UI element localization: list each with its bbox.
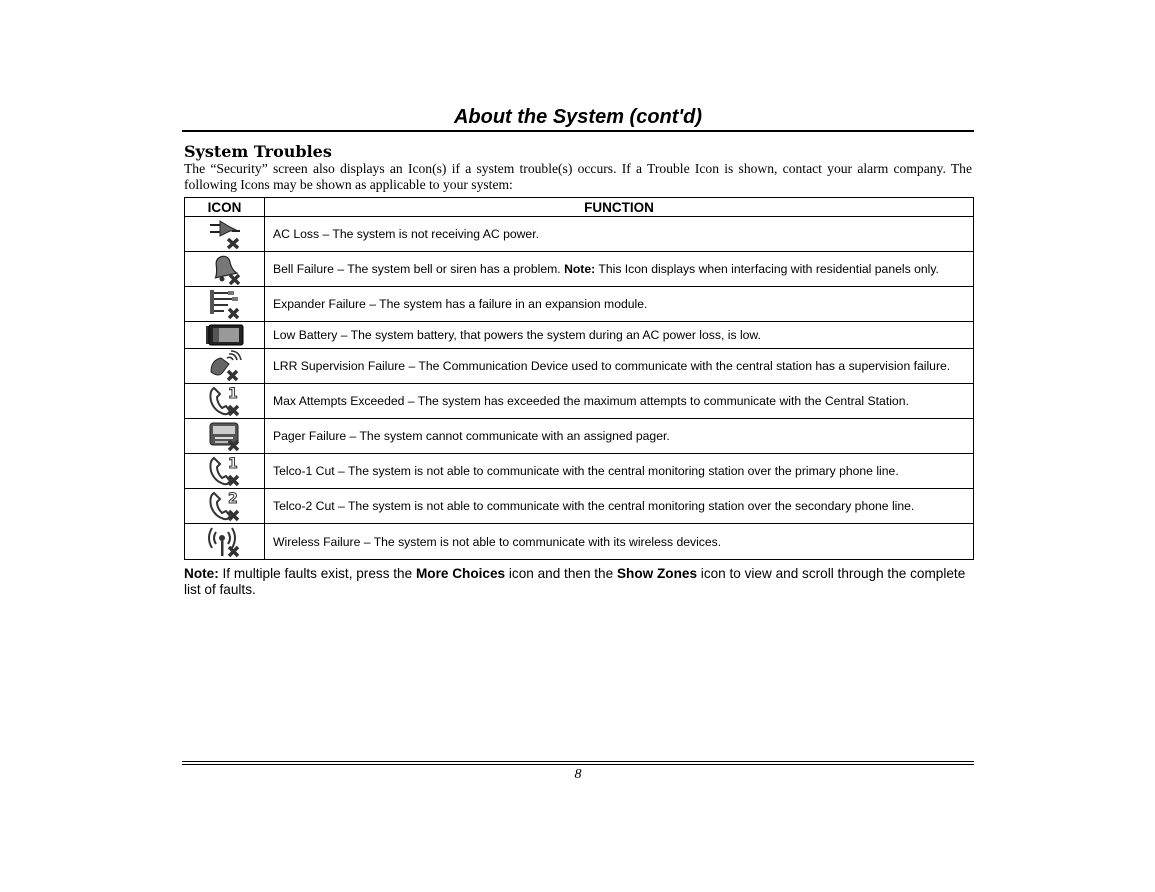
- icon-cell: [185, 524, 265, 560]
- function-cell: Max Attempts Exceeded – The system has exceeded the maximum attempts to communicate with the Central Station.: [265, 384, 974, 419]
- table-row: [185, 489, 974, 524]
- section-heading: System Troubles: [184, 142, 332, 161]
- function-cell: [265, 252, 974, 287]
- low-battery-icon: [205, 324, 245, 346]
- icon-cell: [185, 287, 265, 322]
- trouble-icons-table: [184, 197, 974, 560]
- note-text-3: icon to view and scroll through the complete list of faults.: [184, 566, 966, 597]
- note-label: Note:: [184, 566, 219, 581]
- table-row: [185, 217, 974, 252]
- icon-cell: [185, 384, 265, 419]
- note-text-1: If multiple faults exist, press the: [218, 566, 416, 581]
- expander-failure-icon: [208, 288, 242, 320]
- function-cell: AC Loss – The system is not receiving AC power.: [265, 217, 974, 252]
- icon-cell: [185, 217, 265, 252]
- telco-2-cut-icon: [208, 490, 242, 522]
- page-title: About the System (cont'd): [453, 106, 703, 128]
- icon-cell: [185, 349, 265, 384]
- table-row: [185, 287, 974, 322]
- bell-failure-text: Bell Failure – The system bell or siren has a problem.: [273, 262, 565, 276]
- icon-cell: [185, 419, 265, 454]
- table-row: [185, 384, 974, 419]
- table-header-row: [185, 198, 974, 217]
- function-cell: LRR Supervision Failure – The Communication Device used to communicate with the central station has a supervision failure.: [265, 349, 974, 384]
- icon-cell: [185, 489, 265, 524]
- function-column-header: FUNCTION: [265, 198, 974, 217]
- svg-text:1: 1: [227, 386, 238, 402]
- note-text-2: icon and then the: [505, 566, 617, 581]
- more-choices-label: More Choices: [415, 566, 506, 581]
- table-row: [185, 322, 974, 349]
- table-row: [185, 349, 974, 384]
- pager-failure-icon: [208, 420, 242, 452]
- icon-cell: [185, 252, 265, 287]
- function-cell: Telco-2 Cut – The system is not able to communicate with the central monitoring station over the secondary phone line.: [265, 489, 974, 524]
- table-row: [185, 524, 974, 560]
- svg-text:1: 1: [227, 456, 238, 472]
- icon-cell: [185, 322, 265, 349]
- wireless-failure-icon: [207, 526, 243, 558]
- page-number: 8: [574, 767, 582, 782]
- title-divider: [182, 130, 974, 132]
- table-row: [185, 454, 974, 489]
- max-attempts-icon: [208, 385, 242, 417]
- function-cell: Telco-1 Cut – The system is not able to communicate with the central monitoring station over the primary phone line.: [265, 454, 974, 489]
- bell-failure-icon: [208, 253, 242, 285]
- svg-text:2: 2: [227, 491, 238, 507]
- bell-failure-note-text: This Icon displays when interfacing with residential panels only.: [595, 262, 939, 276]
- icon-column-header: ICON: [185, 198, 265, 217]
- ac-loss-icon: [208, 219, 242, 249]
- icon-cell: [185, 454, 265, 489]
- intro-paragraph: The “Security” screen also displays an Icon(s) if a system trouble(s) occurs. If a Trouble Icon is shown, contact your alarm company. The following Icons may be shown as applicable to your system:: [184, 161, 972, 192]
- function-cell: Low Battery – The system battery, that powers the system during an AC power loss, is low.: [265, 322, 974, 349]
- bell-failure-note-label: Note:: [564, 262, 596, 276]
- footer-divider-top: [182, 761, 974, 762]
- faults-note: [184, 566, 974, 598]
- footer-divider-bottom: [182, 764, 974, 765]
- telco-1-cut-icon: [208, 455, 242, 487]
- function-cell: Expander Failure – The system has a failure in an expansion module.: [265, 287, 974, 322]
- lrr-supervision-failure-icon: [207, 350, 243, 382]
- show-zones-label: Show Zones: [616, 566, 698, 581]
- function-cell: Wireless Failure – The system is not able to communicate with its wireless devices.: [265, 524, 974, 560]
- function-cell: Pager Failure – The system cannot communicate with an assigned pager.: [265, 419, 974, 454]
- table-row: [185, 252, 974, 287]
- table-row: [185, 419, 974, 454]
